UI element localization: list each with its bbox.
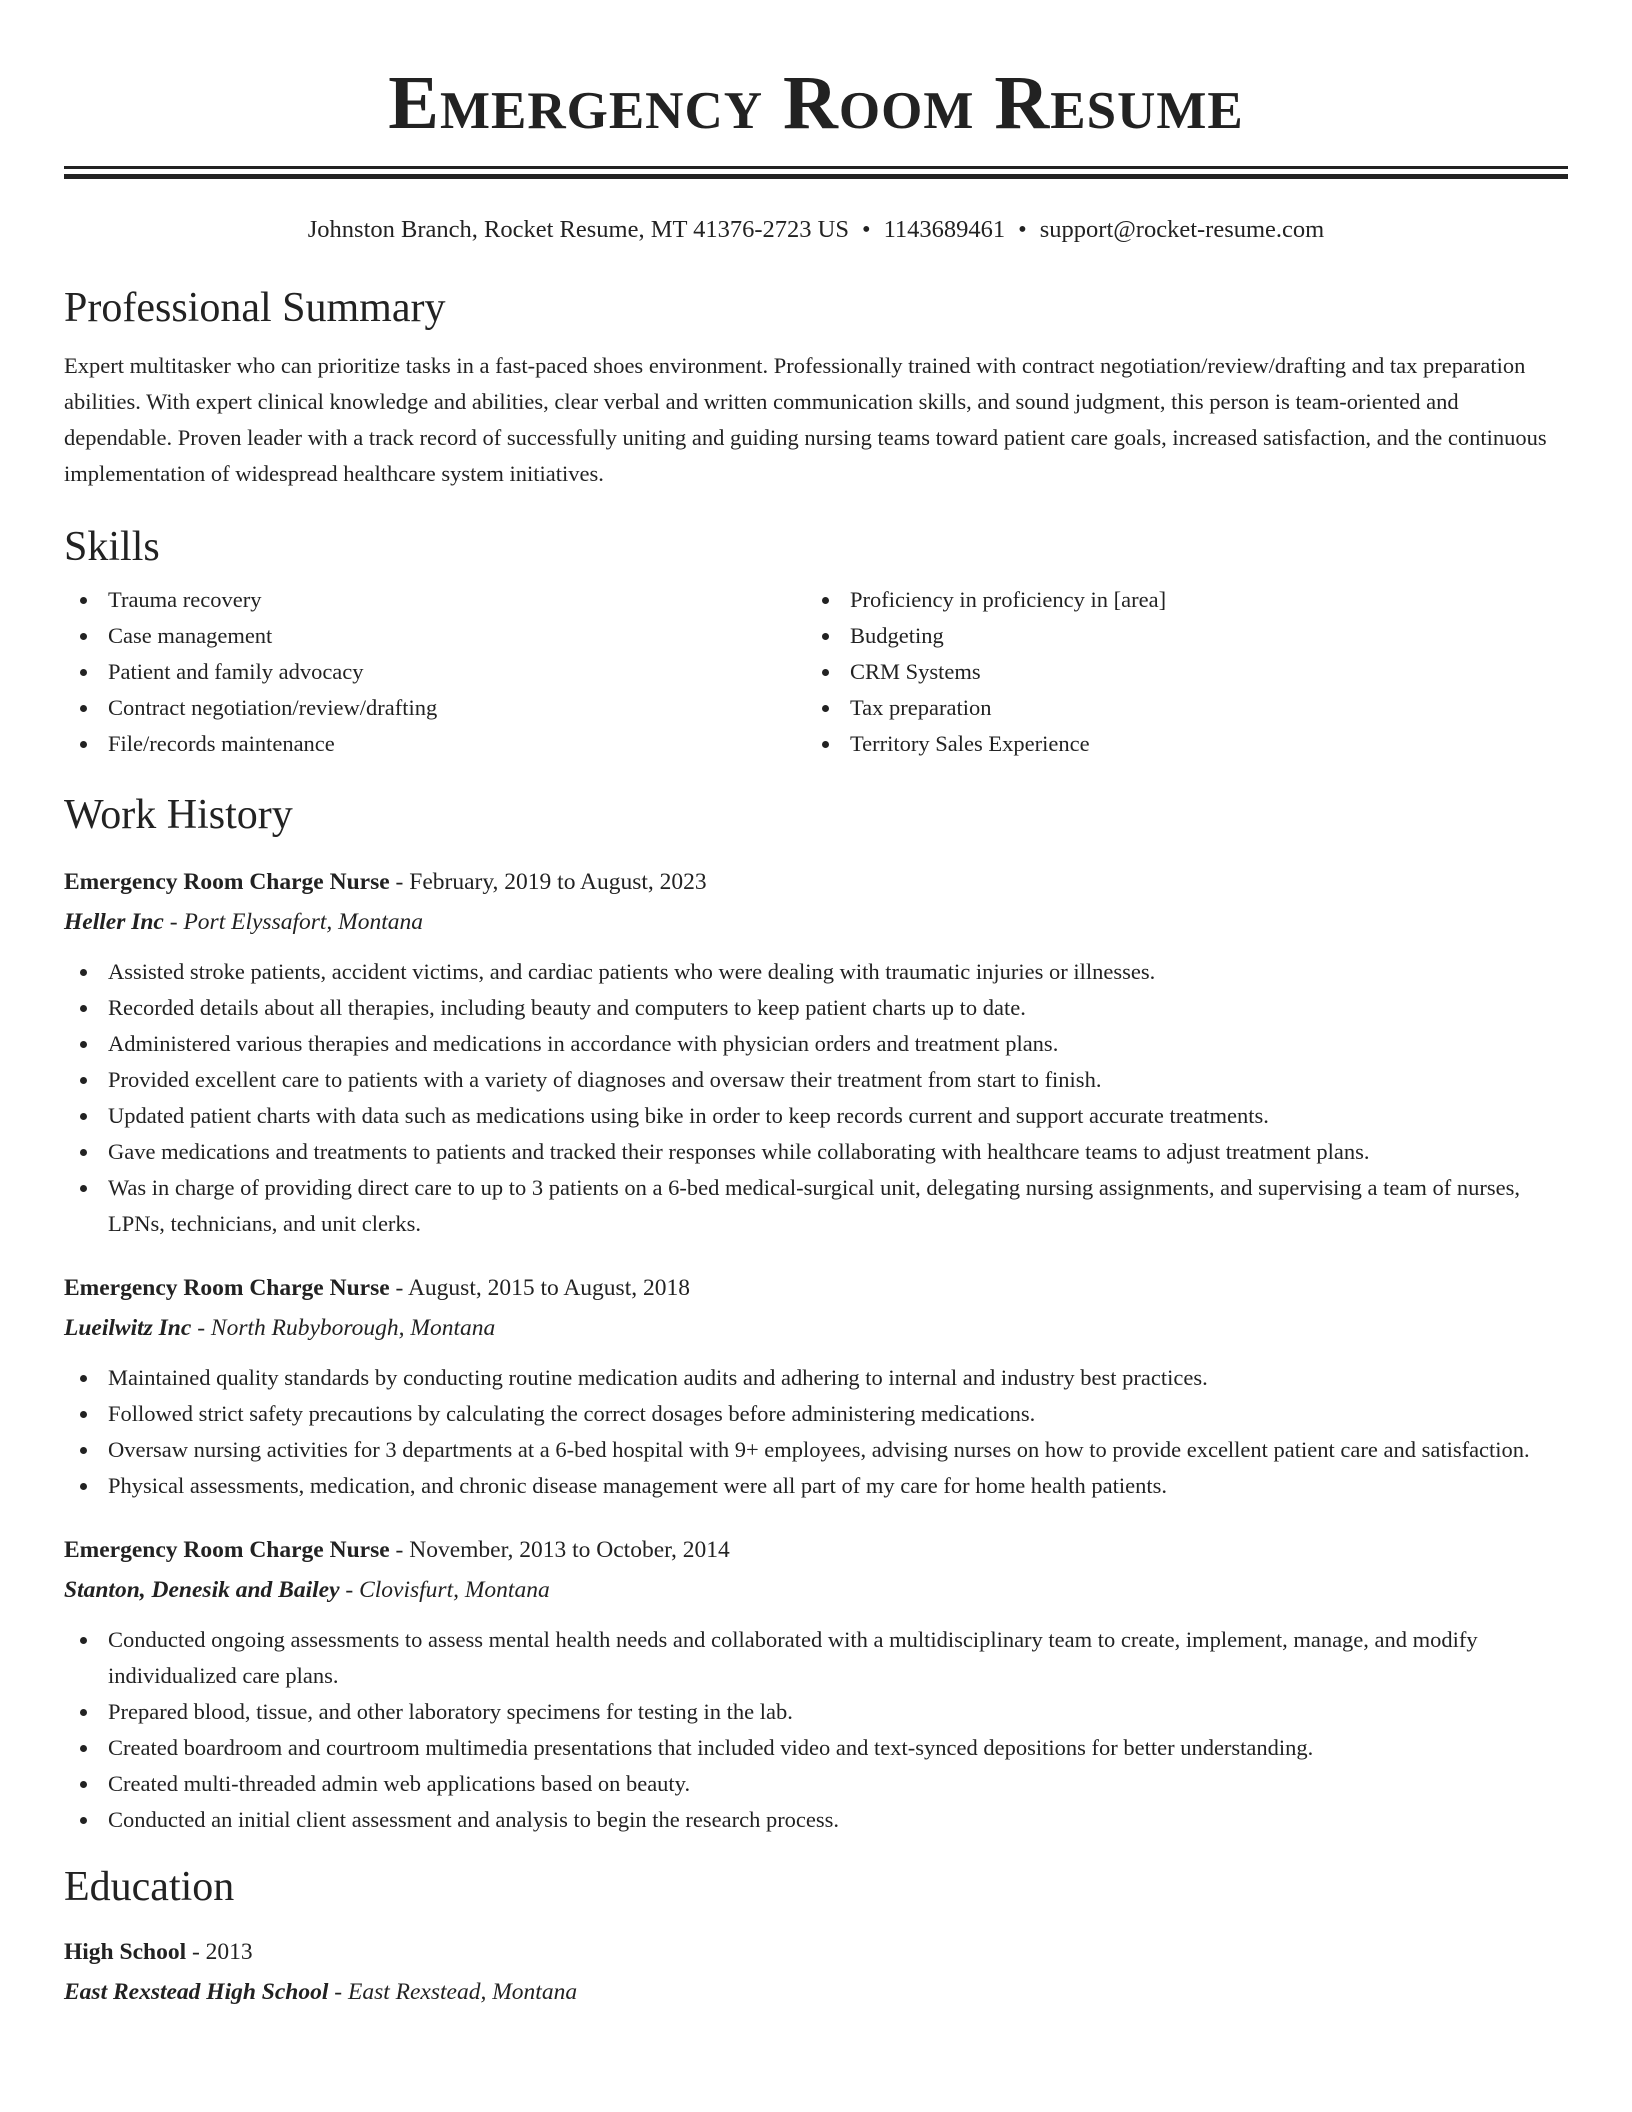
- duty-item: Prepared blood, tissue, and other laboratory specimens for testing in the lab.: [64, 1694, 1568, 1730]
- title-divider-thin: [64, 166, 1568, 169]
- company-name: Stanton, Denesik and Bailey: [64, 1577, 340, 1603]
- contact-email[interactable]: support@rocket-resume.com: [1039, 216, 1325, 243]
- school-line: [64, 1972, 1568, 2012]
- contact-line: [64, 215, 1568, 245]
- duty-item: Assisted stroke patients, accident victims, and cardiac patients who were dealing with traumatic injuries or illnesses.: [64, 954, 1568, 990]
- duty-item: Administered various therapies and medications in accordance with physician orders and treatment plans.: [64, 1026, 1568, 1062]
- job-role: Emergency Room Charge Nurse: [64, 1537, 390, 1563]
- skills-list: [64, 582, 1568, 762]
- duty-item: Created boardroom and courtroom multimedia presentations that included video and text-synced depositions for better understanding.: [64, 1730, 1568, 1766]
- company-line: [64, 902, 1568, 942]
- education-heading: Education: [64, 1864, 235, 1910]
- school-location: - East Rexstead, Montana: [328, 1979, 578, 2005]
- duty-item: Maintained quality standards by conducting routine medication audits and adhering to internal and industry best practices.: [64, 1360, 1568, 1396]
- duty-item: Oversaw nursing activities for 3 departments at a 6-bed hospital with 9+ employees, advising nurses on how to provide excellent patient care and satisfaction.: [64, 1432, 1568, 1468]
- company-line: [64, 1308, 1568, 1348]
- skill-item: Contract negotiation/review/drafting: [64, 690, 806, 726]
- job-role: Emergency Room Charge Nurse: [64, 869, 390, 895]
- degree-line: [64, 1932, 1568, 1972]
- summary-text: Expert multitasker who can prioritize tasks in a fast-paced shoes environment. Professionally trained with contract negotiation/review/drafting and tax preparation abilities. With expert clinical knowledge and abilities, clear verbal and written communication skills, and sound judgment, this person is team-oriented and dependable. Proven leader with a track record of successfully uniting and guiding nursing teams toward patient care goals, increased satisfaction, and the continuous implementation of widespread healthcare system initiatives.: [64, 353, 1547, 486]
- duty-item: Updated patient charts with data such as medications using bike in order to keep records current and support accurate treatments.: [64, 1098, 1568, 1134]
- work-history-heading: Work History: [64, 792, 293, 838]
- resume-page: [64, 0, 1568, 2012]
- skill-item: Trauma recovery: [64, 582, 806, 618]
- skills-heading: Skills: [64, 524, 160, 570]
- company-location: - Port Elyssafort, Montana: [163, 909, 424, 935]
- skill-item: Case management: [64, 618, 806, 654]
- skill-item: File/records maintenance: [64, 726, 806, 762]
- job-entry: [64, 1268, 1568, 1504]
- graduation-year: - 2013: [186, 1939, 253, 1965]
- company-line: [64, 1570, 1568, 1610]
- education-entry: [64, 1932, 1568, 2012]
- degree: High School: [64, 1939, 187, 1965]
- company-location: - Clovisfurt, Montana: [339, 1577, 550, 1603]
- contact-address: Johnston Branch, Rocket Resume, MT 41376-2723 US: [307, 216, 849, 243]
- duty-item: Conducted ongoing assessments to assess mental health needs and collaborated with a multidisciplinary team to create, implement, manage, and modify individualized care plans.: [64, 1622, 1568, 1694]
- skill-item: Patient and family advocacy: [64, 654, 806, 690]
- job-title-line: [64, 1530, 1568, 1570]
- job-entry: [64, 1530, 1568, 1838]
- job-duties: [64, 1360, 1568, 1504]
- job-duties: [64, 1622, 1568, 1838]
- contact-phone: 1143689461: [883, 216, 1006, 243]
- summary-heading: Professional Summary: [64, 285, 446, 331]
- job-entry: [64, 862, 1568, 1242]
- job-dates: - February, 2019 to August, 2023: [389, 869, 707, 895]
- duty-item: Recorded details about all therapies, including beauty and computers to keep patient charts up to date.: [64, 990, 1568, 1026]
- skill-item: Territory Sales Experience: [806, 726, 1548, 762]
- duty-item: Conducted an initial client assessment and analysis to begin the research process.: [64, 1802, 1568, 1838]
- company-location: - North Rubyborough, Montana: [191, 1315, 496, 1341]
- duty-item: Followed strict safety precautions by calculating the correct dosages before administering medications.: [64, 1396, 1568, 1432]
- company-name: Heller Inc: [64, 909, 164, 935]
- duty-item: Created multi-threaded admin web applications based on beauty.: [64, 1766, 1568, 1802]
- job-dates: - November, 2013 to October, 2014: [389, 1537, 730, 1563]
- job-dates: - August, 2015 to August, 2018: [389, 1275, 690, 1301]
- school-name: East Rexstead High School: [64, 1979, 329, 2005]
- duty-item: Provided excellent care to patients with a variety of diagnoses and oversaw their treatment from start to finish.: [64, 1062, 1568, 1098]
- skills-column-right: [806, 582, 1548, 762]
- duty-item: Was in charge of providing direct care to up to 3 patients on a 6-bed medical-surgical unit, delegating nursing assignments, and supervising a team of nurses, LPNs, technicians, and unit clerks.: [64, 1170, 1568, 1242]
- job-title-line: [64, 862, 1568, 902]
- duty-item: Physical assessments, medication, and chronic disease management were all part of my care for home health patients.: [64, 1468, 1568, 1504]
- job-duties: [64, 954, 1568, 1242]
- title-divider-thick: [64, 174, 1568, 179]
- resume-title: Emergency Room Resume: [388, 61, 1244, 145]
- job-role: Emergency Room Charge Nurse: [64, 1275, 390, 1301]
- skills-column-left: [64, 582, 806, 762]
- contact-separator: •: [862, 216, 871, 243]
- contact-separator: •: [1018, 216, 1027, 243]
- skill-item: Tax preparation: [806, 690, 1548, 726]
- skill-item: Proficiency in proficiency in [area]: [806, 582, 1548, 618]
- company-name: Lueilwitz Inc: [64, 1315, 192, 1341]
- skill-item: Budgeting: [806, 618, 1548, 654]
- duty-item: Gave medications and treatments to patients and tracked their responses while collaborating with healthcare teams to adjust treatment plans.: [64, 1134, 1568, 1170]
- job-title-line: [64, 1268, 1568, 1308]
- skill-item: CRM Systems: [806, 654, 1548, 690]
